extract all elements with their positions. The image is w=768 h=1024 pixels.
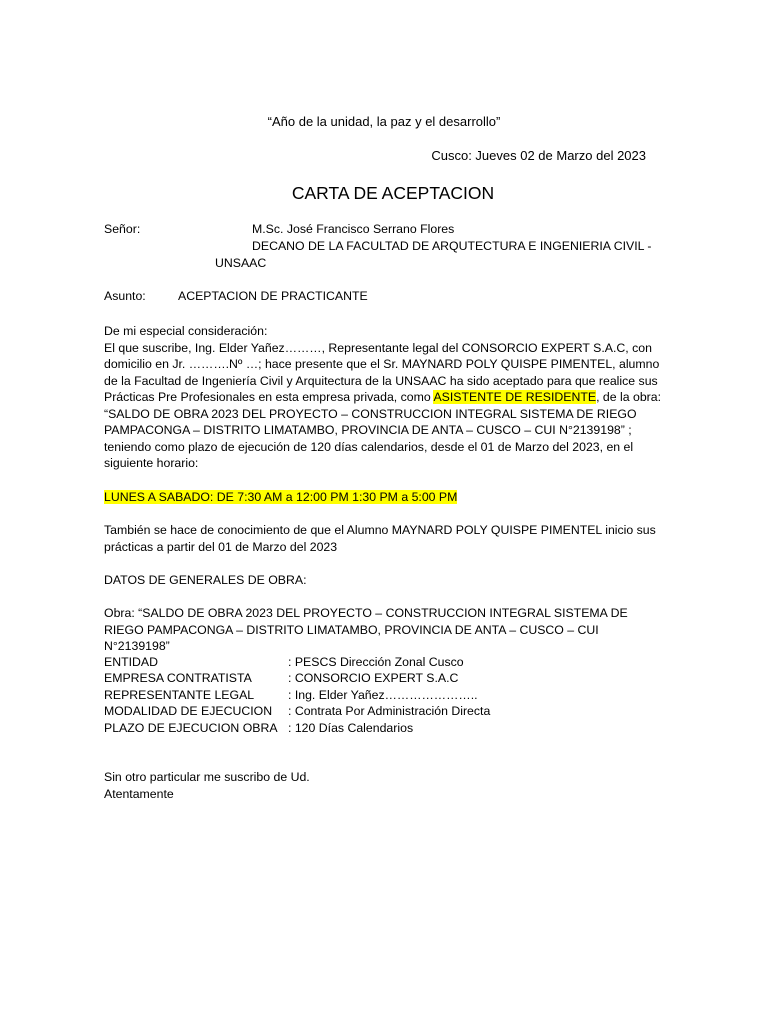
detail-key: REPRESENTANTE LEGAL xyxy=(104,688,255,702)
closing-signoff: Atentamente xyxy=(104,787,174,801)
schedule-line xyxy=(104,489,457,506)
recipient-label: Señor: xyxy=(104,222,141,236)
detail-row-plazo xyxy=(104,720,413,737)
closing-line: Sin otro particular me suscribo de Ud. xyxy=(104,770,310,784)
body-paragraph-1 xyxy=(104,340,664,472)
schedule-highlight: LUNES A SABADO: DE 7:30 AM a 12:00 PM 1:30 PM a 5:00 PM xyxy=(104,490,458,504)
detail-value: : PESCS Dirección Zonal Cusco xyxy=(288,655,464,669)
detail-row-representante xyxy=(104,687,478,704)
detail-key: EMPRESA CONTRATISTA xyxy=(104,671,252,685)
year-motto: “Año de la unidad, la paz y el desarrollo” xyxy=(267,114,501,129)
datos-heading: DATOS DE GENERALES DE OBRA: xyxy=(104,573,307,587)
subject-value: ACEPTACION DE PRACTICANTE xyxy=(178,289,368,303)
detail-key: ENTIDAD xyxy=(104,655,158,669)
obra-description: Obra: “SALDO DE OBRA 2023 DEL PROYECTO – CONSTRUCCION INTEGRAL SISTEMA DE RIEGO PAMPACONGA – DISTRITO LIMATAMBO, PROVINCIA DE ANTA – CUSCO – CUI N°2139198” xyxy=(104,606,628,653)
recipient-position: DECANO DE LA FACULTAD DE ARQUTECTURA E INGENIERIA CIVIL - xyxy=(252,239,652,253)
detail-key: PLAZO DE EJECUCION OBRA xyxy=(104,721,278,735)
detail-row-contratista xyxy=(104,670,458,687)
detail-value: : Contrata Por Administración Directa xyxy=(288,704,491,718)
body-paragraph-1-start: El que suscribe, Ing. Elder Yañez………, Representante legal del CONSORCIO EXPERT S.A.C, con domicilio en Jr. ……….Nº …; hace presente que el Sr. MAYNARD POLY QUISPE PIMENTEL, alumno de la Facultad de Ingeniería Civil y Arquitectura de la UNSAAC ha sido aceptado para que realice sus Prácticas Pre Profesionales en esta empresa privada, como xyxy=(104,340,660,404)
recipient-institution: UNSAAC xyxy=(215,256,267,270)
letter-title: CARTA DE ACEPTACION xyxy=(291,183,495,203)
detail-value: : CONSORCIO EXPERT S.A.C xyxy=(288,671,459,685)
detail-key: MODALIDAD DE EJECUCION xyxy=(104,704,273,718)
detail-value: : 120 Días Calendarios xyxy=(288,721,414,735)
detail-row-modalidad xyxy=(104,703,490,720)
body-paragraph-1-end: , de la obra: “SALDO DE OBRA 2023 DEL PROYECTO – CONSTRUCCION INTEGRAL SISTEMA DE RIEGO PAMPACONGA – DISTRITO LIMATAMBO, PROVINCIA DE ANTA – CUSCO – CUI N°2139198” ; teniendo como plazo de ejecución de 120 días calendarios, desde el 01 de Marzo del 2023, en el siguiente horario: xyxy=(104,390,662,470)
subject-label: Asunto: xyxy=(104,289,146,303)
letter-date: Cusco: Jueves 02 de Marzo del 2023 xyxy=(431,148,646,163)
recipient-name: M.Sc. José Francisco Serrano Flores xyxy=(252,222,455,236)
greeting: De mi especial consideración: xyxy=(104,324,268,338)
role-highlight: ASISTENTE DE RESIDENTE xyxy=(433,390,597,404)
letter-body xyxy=(104,323,664,472)
body-paragraph-2: También se hace de conocimiento de que el Alumno MAYNARD POLY QUISPE PIMENTEL inicio sus prácticas a partir del 01 de Marzo del 2023 xyxy=(104,523,656,554)
detail-row-entidad xyxy=(104,654,464,671)
detail-value: : Ing. Elder Yañez………………….. xyxy=(288,688,478,702)
